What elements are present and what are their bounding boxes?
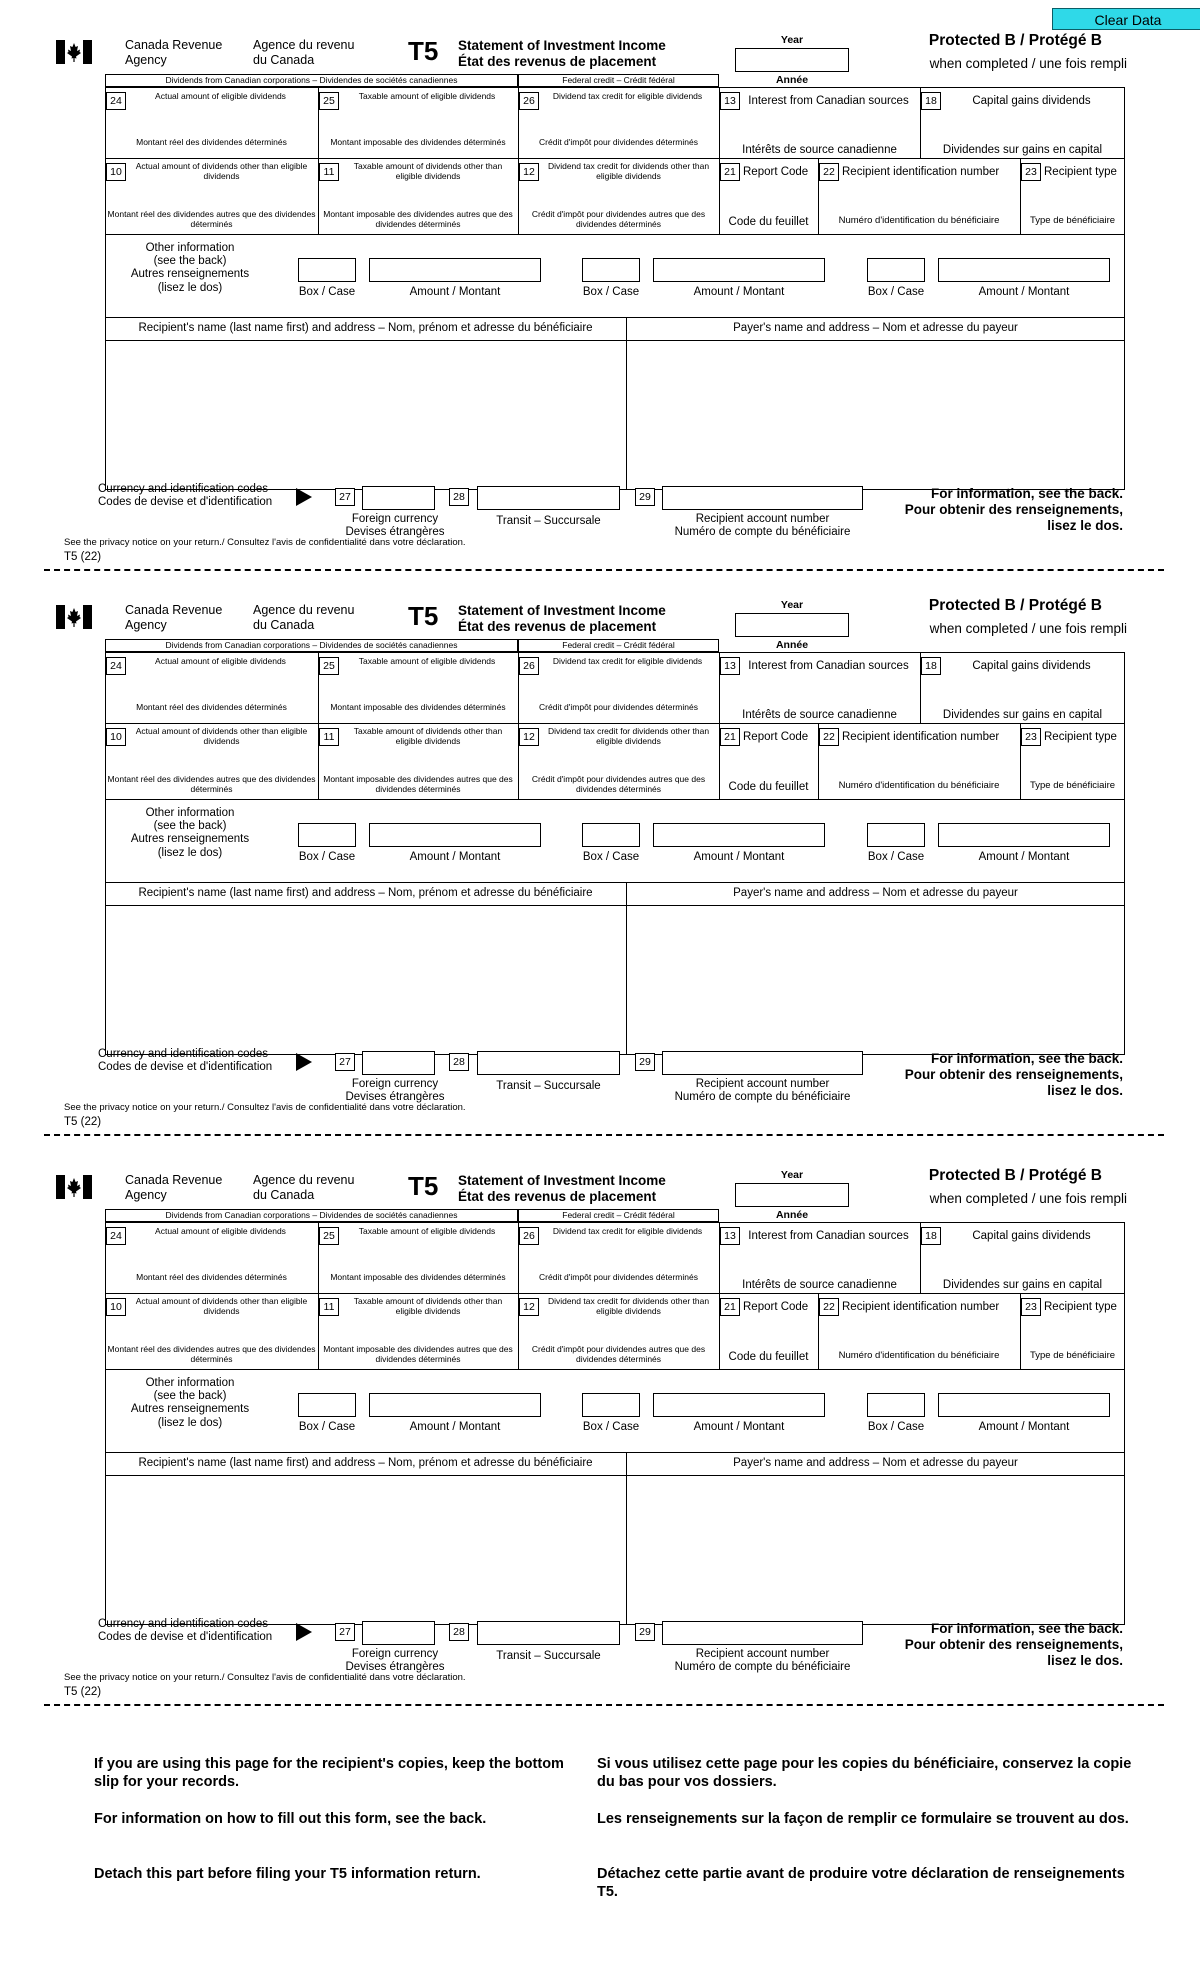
box-label-fr: Code du feuillet [728,781,809,793]
box-number: 27 [335,488,355,506]
recipient-name-address-input[interactable] [110,911,620,1051]
arrow-right-icon [296,1053,312,1071]
box-number: 13 [720,92,740,110]
payer-name-label: Payer's name and address – Nom et adresse du payeur [733,322,1018,334]
box-number: 22 [819,728,839,746]
amount-montant-label: Amount / Montant [409,286,501,298]
box-label-en: Dividend tax credit for eligible dividends [552,91,703,101]
box-label-fr: Montant réel des dividendes autres que des dividendes déterminés [107,774,316,794]
payer-name-label: Payer's name and address – Nom et adresse du payeur [733,887,1018,899]
box-number: 23 [1021,1298,1041,1316]
box-label-fr: Montant imposable des dividendes autres que des dividendes déterminés [323,209,513,229]
box-label-en: Dividend tax credit for dividends other than eligible dividends [547,161,710,181]
instruction-en: Detach this part before filing your T5 information return. [94,1866,481,1882]
amount-input-10[interactable] [129,1321,312,1343]
instruction-fr: Les renseignements sur la façon de remplir ce formulaire se trouvent au dos. [597,1811,1129,1827]
agency-name-en: Canada Revenue Agency [125,1173,223,1202]
other-info-amount-input-3[interactable] [938,823,1110,847]
year-label-en: Year [780,34,804,46]
amount-input-11[interactable] [342,186,512,208]
box-label-fr: Type de bénéficiaire [1029,1350,1116,1361]
federal-credit-group-header: Federal credit – Crédit fédéral [518,639,719,652]
agency-name-fr: Agence du revenu du Canada [253,603,355,632]
federal-credit-group-header: Federal credit – Crédit fédéral [518,74,719,87]
amount-input-13[interactable] [743,110,914,136]
recipient-account-input[interactable] [662,1051,863,1075]
instruction-en: If you are using this page for the recipient's copies, keep the bottom slip for your records. [94,1756,564,1791]
amount-input-13[interactable] [743,1245,914,1271]
protected-sub-label: when completed / une fois rempli [929,56,1127,71]
amount-input-24[interactable] [129,110,312,136]
row-divider [105,1293,1125,1294]
box-case-label: Box / Case [867,1421,925,1433]
amount-montant-label: Amount / Montant [693,851,785,863]
transit-input[interactable] [477,486,620,510]
form-code: T5 [408,1171,439,1201]
box-label-fr: Montant réel des dividendes autres que des dividendes déterminés [107,209,316,229]
amount-input-21[interactable] [743,751,812,773]
amount-input-12[interactable] [542,751,713,773]
header-divider [105,1475,1125,1476]
box-number: 26 [519,657,539,675]
box-label-en: Report Code [743,1301,809,1313]
box-number: 26 [519,1227,539,1245]
column-divider [626,882,627,1055]
box-label-fr: Montant imposable des dividendes déterminés [330,1272,506,1282]
box-label-en: Capital gains dividends [972,95,1091,107]
box-label-en: Dividend tax credit for dividends other than eligible dividends [547,726,710,746]
protected-label: Protected B / Protégé B [928,32,1102,49]
foreign-currency-label: Foreign currency Devises étrangères [345,1078,445,1104]
box-label-fr: Numéro d'identification du bénéficiaire [838,780,1000,791]
year-label-fr: Année [775,1209,809,1221]
federal-credit-group-header: Federal credit – Crédit fédéral [518,1209,719,1222]
amount-input-23[interactable] [1044,751,1119,773]
box-number: 11 [319,1298,339,1316]
dividends-group-header: Dividends from Canadian corporations – Dividendes de sociétés canadiennes [105,639,518,652]
box-number: 11 [319,728,339,746]
year-input[interactable] [735,1183,849,1207]
amount-input-11[interactable] [342,751,512,773]
amount-input-21[interactable] [743,186,812,208]
form-version: T5 (22) [64,1686,102,1698]
box-label-fr: Montant réel des dividendes déterminés [136,702,287,712]
dividends-group-header: Dividends from Canadian corporations – Dividendes de sociétés canadiennes [105,74,518,87]
arrow-right-icon [296,488,312,506]
payer-name-label: Payer's name and address – Nom et adresse du payeur [733,1457,1018,1469]
box-label-en: Actual amount of dividends other than eligible dividends [135,726,308,746]
arrow-right-icon [296,1623,312,1641]
other-info-box-input-2[interactable] [582,1393,640,1417]
box-label-en: Recipient identification number [842,166,1000,178]
box-label-en: Report Code [743,731,809,743]
amount-input-26[interactable] [542,110,713,136]
box-number: 29 [635,1053,655,1071]
protected-sub-label: when completed / une fois rempli [929,621,1127,636]
box-label-fr: Montant imposable des dividendes autres que des dividendes déterminés [323,1344,513,1364]
box-number: 24 [106,1227,126,1245]
year-label-en: Year [780,1169,804,1181]
box-label-fr: Type de bénéficiaire [1029,780,1116,791]
box-label-fr: Type de bénéficiaire [1029,215,1116,226]
form-code: T5 [408,36,439,66]
box-number: 13 [720,657,740,675]
box-label-en: Capital gains dividends [972,1230,1091,1242]
year-input[interactable] [735,613,849,637]
box-label-fr: Crédit d'impôt pour dividendes déterminés [539,702,698,712]
instruction-fr: Si vous utilisez cette page pour les copies du bénéficiaire, conservez la copie du bas pour vos dossiers. [597,1756,1132,1791]
other-info-amount-input-1[interactable] [369,823,541,847]
currency-codes-label: Currency and identification codes Codes de devise et d'identification [98,1048,273,1074]
amount-input-10[interactable] [129,186,312,208]
other-info-box-input-3[interactable] [867,823,925,847]
row-divider [105,723,1125,724]
box-label-fr: Crédit d'impôt pour dividendes autres que des dividendes déterminés [531,1344,706,1364]
amount-input-24[interactable] [129,675,312,701]
box-label-fr: Crédit d'impôt pour dividendes déterminés [539,1272,698,1282]
amount-input-12[interactable] [542,1321,713,1343]
amount-input-21[interactable] [743,1321,812,1343]
box-number: 12 [519,163,539,181]
box-number: 24 [106,92,126,110]
box-number: 22 [819,1298,839,1316]
box-number: 11 [319,163,339,181]
box-label-en: Interest from Canadian sources [748,95,909,107]
tear-line [44,569,1164,571]
header-divider [105,905,1125,906]
box-label-en: Recipient type [1044,166,1117,178]
row-divider [105,234,1125,235]
t5-slip-3 [0,1145,1200,1707]
privacy-notice: See the privacy notice on your return./ Consultez l'avis de confidentialité dans votre déclaration. [64,537,466,548]
box-label-en: Taxable amount of eligible dividends [358,1226,496,1236]
other-information-label: Other information (see the back) Autres renseignements (lisez le dos) [130,242,250,294]
box-label-fr: Crédit d'impôt pour dividendes autres que des dividendes déterminés [531,774,706,794]
privacy-notice: See the privacy notice on your return./ Consultez l'avis de confidentialité dans votre déclaration. [64,1102,466,1113]
box-number: 28 [449,488,469,506]
form-title-en: Statement of Investment Income [458,1173,666,1188]
other-info-box-input-2[interactable] [582,823,640,847]
row-divider [105,799,1125,800]
payer-name-address-input[interactable] [632,911,1120,1051]
recipient-name-address-input[interactable] [110,346,620,486]
amount-montant-label: Amount / Montant [978,851,1070,863]
tear-line [44,1134,1164,1136]
amount-montant-label: Amount / Montant [978,1421,1070,1433]
box-case-label: Box / Case [582,1421,640,1433]
box-number: 21 [720,1298,740,1316]
amount-input-12[interactable] [542,186,713,208]
clear-data-button[interactable]: Clear Data [1052,8,1200,30]
box-case-label: Box / Case [867,851,925,863]
amount-input-25[interactable] [342,1245,512,1271]
form-title-en: Statement of Investment Income [458,38,666,53]
box-number: 25 [319,92,339,110]
box-label-en: Taxable amount of dividends other than eligible dividends [353,1296,503,1316]
box-number: 27 [335,1053,355,1071]
tear-line [44,1704,1164,1706]
t5-slip-1 [0,10,1200,572]
foreign-currency-input[interactable] [362,1051,435,1075]
amount-input-18[interactable] [944,675,1119,701]
box-label-en: Interest from Canadian sources [748,660,909,672]
box-number: 29 [635,1623,655,1641]
info-see-back-label: For information, see the back. Pour obtenir des renseignements, lisez le dos. [904,486,1123,534]
recipient-account-label: Recipient account number Numéro de compte du bénéficiaire [674,1078,851,1104]
canada-flag-icon [56,40,92,64]
transit-input[interactable] [477,1621,620,1645]
box-label-fr: Intérêts de source canadienne [742,709,897,721]
box-label-en: Actual amount of dividends other than eligible dividends [135,161,308,181]
box-number: 27 [335,1623,355,1641]
box-number: 21 [720,163,740,181]
form-title-fr: État des revenus de placement [458,619,657,634]
protected-label: Protected B / Protégé B [928,1167,1102,1184]
canada-flag-icon [56,1175,92,1199]
recipient-account-label: Recipient account number Numéro de compte du bénéficiaire [674,1648,851,1674]
box-number: 10 [106,728,126,746]
t5-slip-2 [0,575,1200,1137]
other-info-box-input-3[interactable] [867,258,925,282]
box-label-fr: Intérêts de source canadienne [742,144,897,156]
form-title-fr: État des revenus de placement [458,1189,657,1204]
box-label-en: Recipient type [1044,731,1117,743]
amount-montant-label: Amount / Montant [693,286,785,298]
box-number: 12 [519,1298,539,1316]
other-information-label: Other information (see the back) Autres renseignements (lisez le dos) [130,807,250,859]
box-label-fr: Numéro d'identification du bénéficiaire [838,215,1000,226]
box-label-fr: Montant réel des dividendes déterminés [136,1272,287,1282]
recipient-name-label: Recipient's name (last name first) and address – Nom, prénom et adresse du bénéficiaire [138,1457,593,1469]
other-info-amount-input-2[interactable] [653,823,825,847]
amount-input-25[interactable] [342,110,512,136]
other-info-amount-input-1[interactable] [369,258,541,282]
box-label-fr: Montant imposable des dividendes déterminés [330,137,506,147]
year-input[interactable] [735,48,849,72]
box-number: 21 [720,728,740,746]
box-label-fr: Montant imposable des dividendes déterminés [330,702,506,712]
other-info-box-input-1[interactable] [298,823,356,847]
amount-input-18[interactable] [944,110,1119,136]
other-info-amount-input-3[interactable] [938,1393,1110,1417]
amount-input-10[interactable] [129,751,312,773]
other-info-amount-input-2[interactable] [653,258,825,282]
amount-input-22[interactable] [842,1321,1014,1343]
payer-name-address-input[interactable] [632,1481,1120,1621]
box-label-fr: Dividendes sur gains en capital [942,709,1103,721]
recipient-name-address-input[interactable] [110,1481,620,1621]
info-see-back-label: For information, see the back. Pour obtenir des renseignements, lisez le dos. [904,1621,1123,1669]
box-number: 23 [1021,728,1041,746]
box-number: 18 [921,657,941,675]
amount-input-11[interactable] [342,1321,512,1343]
box-label-fr: Montant réel des dividendes déterminés [136,137,287,147]
year-label-fr: Année [775,74,809,86]
year-label-en: Year [780,599,804,611]
box-label-en: Actual amount of eligible dividends [155,1226,286,1236]
other-info-amount-input-2[interactable] [653,1393,825,1417]
box-label-fr: Dividendes sur gains en capital [942,144,1103,156]
instruction-en: For information on how to fill out this form, see the back. [94,1811,487,1827]
box-number: 13 [720,1227,740,1245]
foreign-currency-label: Foreign currency Devises étrangères [345,1648,445,1674]
payer-name-address-input[interactable] [632,346,1120,486]
other-info-box-input-1[interactable] [298,258,356,282]
box-label-en: Interest from Canadian sources [748,1230,909,1242]
box-label-en: Dividend tax credit for eligible dividends [552,1226,703,1236]
amount-input-25[interactable] [342,675,512,701]
foreign-currency-input[interactable] [362,1621,435,1645]
amount-montant-label: Amount / Montant [409,1421,501,1433]
box-label-en: Recipient identification number [842,1301,1000,1313]
other-info-amount-input-1[interactable] [369,1393,541,1417]
other-info-box-input-2[interactable] [582,258,640,282]
box-label-en: Capital gains dividends [972,660,1091,672]
box-number: 23 [1021,163,1041,181]
box-number: 10 [106,1298,126,1316]
box-label-en: Taxable amount of eligible dividends [358,91,496,101]
canada-flag-icon [56,605,92,629]
info-see-back-label: For information, see the back. Pour obtenir des renseignements, lisez le dos. [904,1051,1123,1099]
box-label-en: Actual amount of eligible dividends [155,656,286,666]
box-label-fr: Intérêts de source canadienne [742,1279,897,1291]
transit-label: Transit – Succursale [496,1650,601,1662]
box-label-en: Actual amount of dividends other than eligible dividends [135,1296,308,1316]
box-number: 10 [106,163,126,181]
box-number: 22 [819,163,839,181]
amount-input-22[interactable] [842,186,1014,208]
agency-name-en: Canada Revenue Agency [125,38,223,67]
recipient-name-label: Recipient's name (last name first) and address – Nom, prénom et adresse du bénéficiaire [138,887,593,899]
amount-input-24[interactable] [129,1245,312,1271]
amount-montant-label: Amount / Montant [693,1421,785,1433]
form-version: T5 (22) [64,551,102,563]
other-information-label: Other information (see the back) Autres renseignements (lisez le dos) [130,1377,250,1429]
agency-name-fr: Agence du revenu du Canada [253,38,355,67]
box-number: 18 [921,1227,941,1245]
recipient-account-label: Recipient account number Numéro de compte du bénéficiaire [674,513,851,539]
box-case-label: Box / Case [582,851,640,863]
recipient-account-input[interactable] [662,486,863,510]
box-case-label: Box / Case [298,851,356,863]
year-label-fr: Année [775,639,809,651]
currency-codes-label: Currency and identification codes Codes de devise et d'identification [98,483,273,509]
currency-codes-label: Currency and identification codes Codes de devise et d'identification [98,1618,273,1644]
other-info-box-input-1[interactable] [298,1393,356,1417]
box-label-fr: Dividendes sur gains en capital [942,1279,1103,1291]
box-number: 28 [449,1623,469,1641]
box-case-label: Box / Case [867,286,925,298]
box-label-fr: Crédit d'impôt pour dividendes autres que des dividendes déterminés [531,209,706,229]
box-case-label: Box / Case [582,286,640,298]
form-title-en: Statement of Investment Income [458,603,666,618]
box-number: 26 [519,92,539,110]
agency-name-fr: Agence du revenu du Canada [253,1173,355,1202]
box-label-en: Taxable amount of dividends other than eligible dividends [353,161,503,181]
box-number: 25 [319,1227,339,1245]
box-label-en: Actual amount of eligible dividends [155,91,286,101]
box-case-label: Box / Case [298,1421,356,1433]
foreign-currency-input[interactable] [362,486,435,510]
box-label-fr: Code du feuillet [728,1351,809,1363]
box-number: 18 [921,92,941,110]
protected-label: Protected B / Protégé B [928,597,1102,614]
amount-montant-label: Amount / Montant [978,286,1070,298]
dividends-group-header: Dividends from Canadian corporations – Dividendes de sociétés canadiennes [105,1209,518,1222]
transit-label: Transit – Succursale [496,515,601,527]
instruction-fr: Détachez cette partie avant de produire votre déclaration de renseignements T5. [597,1866,1125,1901]
box-label-fr: Numéro d'identification du bénéficiaire [838,1350,1000,1361]
box-label-fr: Montant réel des dividendes autres que des dividendes déterminés [107,1344,316,1364]
box-number: 28 [449,1053,469,1071]
box-number: 12 [519,728,539,746]
recipient-name-label: Recipient's name (last name first) and address – Nom, prénom et adresse du bénéficiaire [138,322,593,334]
transit-input[interactable] [477,1051,620,1075]
amount-input-22[interactable] [842,751,1014,773]
box-label-en: Recipient identification number [842,731,1000,743]
column-divider [626,1452,627,1625]
row-divider [105,1369,1125,1370]
box-label-en: Dividend tax credit for eligible dividends [552,656,703,666]
header-divider [105,340,1125,341]
box-label-en: Recipient type [1044,1301,1117,1313]
amount-input-26[interactable] [542,1245,713,1271]
box-label-fr: Code du feuillet [728,216,809,228]
box-number: 25 [319,657,339,675]
amount-input-18[interactable] [944,1245,1119,1271]
form-version: T5 (22) [64,1116,102,1128]
recipient-account-input[interactable] [662,1621,863,1645]
form-code: T5 [408,601,439,631]
protected-sub-label: when completed / une fois rempli [929,1191,1127,1206]
box-label-en: Taxable amount of dividends other than eligible dividends [353,726,503,746]
box-label-en: Taxable amount of eligible dividends [358,656,496,666]
box-case-label: Box / Case [298,286,356,298]
box-label-fr: Crédit d'impôt pour dividendes déterminés [539,137,698,147]
form-title-fr: État des revenus de placement [458,54,657,69]
box-label-en: Report Code [743,166,809,178]
foreign-currency-label: Foreign currency Devises étrangères [345,513,445,539]
amount-input-13[interactable] [743,675,914,701]
box-number: 24 [106,657,126,675]
box-number: 29 [635,488,655,506]
amount-montant-label: Amount / Montant [409,851,501,863]
other-info-box-input-3[interactable] [867,1393,925,1417]
amount-input-26[interactable] [542,675,713,701]
other-info-amount-input-3[interactable] [938,258,1110,282]
row-divider [105,158,1125,159]
amount-input-23[interactable] [1044,186,1119,208]
column-divider [626,317,627,490]
box-label-fr: Montant imposable des dividendes autres que des dividendes déterminés [323,774,513,794]
privacy-notice: See the privacy notice on your return./ Consultez l'avis de confidentialité dans votre déclaration. [64,1672,466,1683]
agency-name-en: Canada Revenue Agency [125,603,223,632]
box-label-en: Dividend tax credit for dividends other than eligible dividends [547,1296,710,1316]
amount-input-23[interactable] [1044,1321,1119,1343]
transit-label: Transit – Succursale [496,1080,601,1092]
